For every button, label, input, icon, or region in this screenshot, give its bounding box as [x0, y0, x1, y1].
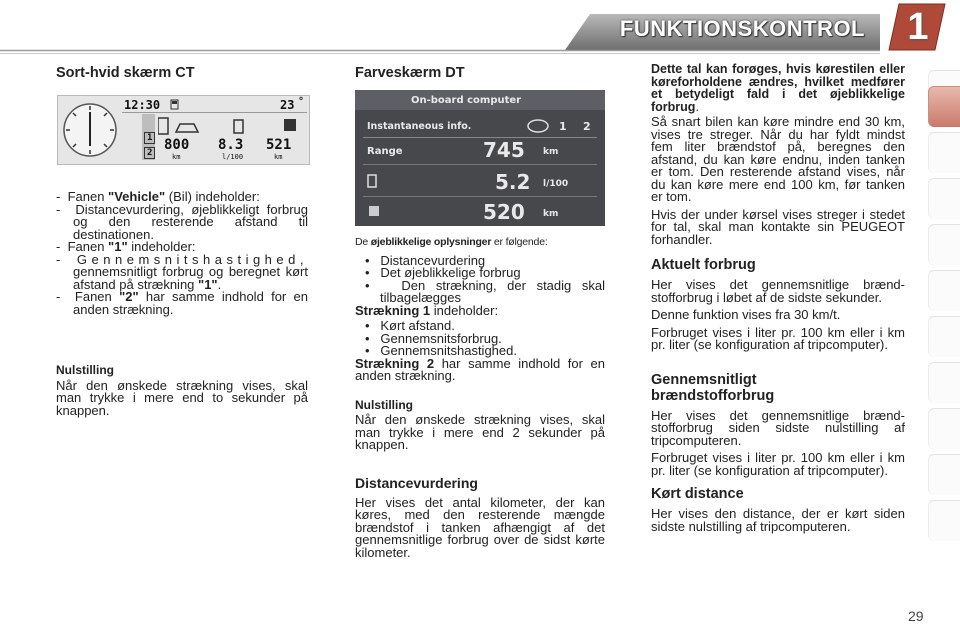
- lcd-icons-row: [158, 116, 306, 138]
- screen-value-2: 5.2: [495, 170, 531, 194]
- current-consumption-speed: Denne funktion vises fra 30 km/t.: [651, 307, 841, 322]
- reset-text-dt: Når den ønskede strækning vises, skal man trykke i mere end 2 sekunder på knappen.: [355, 412, 605, 452]
- side-tab-6[interactable]: [928, 316, 960, 357]
- section-2-label: Strækning 2 har samme indhold for en anden strækning.: [355, 355, 606, 383]
- page-number: 29: [908, 608, 924, 624]
- screen-unit-1: km: [543, 147, 559, 157]
- screen-title: On-board computer: [411, 95, 522, 106]
- screen-unit-2: l/100: [543, 179, 569, 189]
- screen-tab-1: 1: [559, 120, 567, 133]
- paragraph-range: Så snart bilen kan køre mindre end 30 km, vises tre streger. Når du har fyldt mindst fem liter brændstof på, beregnes den afstand, du kan køre endnu, inden tanken er tom. Den resterende afstand vises, når du kan køre mere end 100 km, før tanken er tom.: [651, 114, 905, 204]
- side-tab-3[interactable]: [928, 178, 960, 219]
- instant-info-list: [355, 252, 605, 305]
- clock-dial-icon: [62, 102, 118, 158]
- distance-driven-text: Her vises den distance, der er kørt siden sidste nulstilling af tripcomputeren.: [651, 506, 905, 534]
- side-tab-4[interactable]: [928, 224, 960, 265]
- flag-icon: [367, 204, 381, 218]
- lcd-unit-2: l/100: [222, 153, 244, 161]
- heading-distance: Distancevurdering: [355, 474, 478, 491]
- side-tab-10[interactable]: [928, 500, 960, 541]
- screen-range-label: Range: [367, 146, 403, 157]
- intro-line: De øjeblikkelige oplysninger er følgende:: [355, 236, 548, 248]
- list-item: • Kørt afstand.: [365, 318, 455, 333]
- heading-dt: Farveskærm DT: [355, 65, 465, 81]
- lcd-unit-1: km: [172, 153, 181, 161]
- lcd-tab-1: 1: [144, 132, 155, 144]
- side-tab-9[interactable]: [928, 454, 960, 495]
- lcd-tab-2: 2: [144, 147, 155, 159]
- heading-reset-dt: Nulstilling: [355, 397, 413, 412]
- side-tab-8[interactable]: [928, 408, 960, 449]
- tab-list: [56, 191, 308, 316]
- fuel-pump-icon: [367, 174, 379, 188]
- section-1-list: [355, 320, 605, 358]
- lcd-value-2: 8.3: [218, 137, 244, 153]
- list-item: • Det øjeblikkelige forbrug: [365, 265, 521, 280]
- column-3: [651, 60, 905, 533]
- reset-text-ct: Når den ønskede strækning vises, skal man trykke i mere end to sekunder på knappen.: [56, 377, 308, 418]
- screen-value-1: 745: [483, 138, 525, 162]
- page-title: FUNKTIONSKONTROL: [619, 16, 865, 41]
- average-consumption-units: Forbruget vises i liter pr. 100 km eller i km pr. liter (se konfiguration af tripcomputer).: [651, 450, 905, 478]
- heading-average-consumption: Gennemsnitligt brændstofforbrug: [651, 371, 775, 404]
- bw-display-ct: [57, 95, 310, 165]
- list-item: - Fanen "Vehicle" (Bil) indeholder:: [56, 189, 260, 204]
- lcd-temp-unit: °: [298, 96, 305, 107]
- heading-ct: Sort-hvid skærm CT: [56, 65, 195, 81]
- fuel-icon: [170, 99, 180, 110]
- list-item: - Fanen "2" har samme indhold for en anden strækning.: [56, 289, 308, 317]
- intro-bold-text: Dette tal kan forøges, hvis kørestilen eller køreforholdene ændres, hvilket medfører et betydeligt fald i det øjeblikkelige forbrug.: [651, 62, 905, 114]
- list-item: - Distancevurdering, øjeblikkeligt forbrug og den resterende afstand til destinationen.: [56, 201, 308, 242]
- list-item: • Gennemsnitsforbrug.: [365, 330, 502, 346]
- current-consumption-text: Her vises det gennemsnitlige brændstofforbrug i løbet af de sidste sekunder.: [651, 277, 905, 305]
- side-tab-7[interactable]: [928, 362, 960, 403]
- heading-current-consumption: Aktuelt forbrug: [651, 257, 756, 273]
- side-tab-2[interactable]: [928, 132, 960, 173]
- heading-reset-ct: Nulstilling: [56, 363, 114, 377]
- list-item: • Distancevurdering: [365, 252, 486, 268]
- screen-row-label: Instantaneous info.: [367, 121, 472, 132]
- lcd-time: 12:30: [124, 98, 161, 112]
- lcd-value-3: 521: [266, 137, 292, 153]
- lcd-unit-3: km: [274, 153, 283, 161]
- distance-text: Her vises det antal kilometer, der kan køres, med den resterende mængde brændstof i tanken afhængigt af det gennemsnitlige forbrug over de sidst kørte kilometer.: [355, 494, 605, 560]
- side-tab-active[interactable]: [928, 86, 960, 127]
- color-display-dt: [355, 90, 605, 226]
- screen-unit-3: km: [543, 209, 559, 219]
- average-consumption-text: Her vises det gennemsnitlige brændstofforbrug siden sidste nulstilling af tripcomputeren.: [651, 407, 905, 448]
- list-item: • Gennemsnitshastighed.: [365, 343, 517, 358]
- list-item: - Fanen "1" indeholder:: [56, 239, 196, 254]
- list-item: • Den strækning, der stadig skal tilbagelægges: [365, 277, 605, 305]
- paragraph-dealer: Hvis der under kørsel vises streger i stedet for tal, skal man kontakte sin PEUGEOT forhandler.: [651, 206, 905, 247]
- lcd-temp: 23: [280, 98, 295, 112]
- screen-tab-2: 2: [583, 120, 591, 133]
- lcd-value-1: 800: [164, 137, 190, 153]
- chapter-number: 1: [907, 6, 929, 48]
- car-icon: [527, 118, 549, 134]
- screen-value-3: 520: [483, 200, 525, 224]
- section-1-label: Strækning 1 indeholder:: [355, 302, 499, 318]
- side-tab-5[interactable]: [928, 270, 960, 311]
- list-item: - Gennemsnitshastighed, gennemsnitligt forbrug og beregnet kørt afstand på strækning "1".: [56, 251, 308, 292]
- heading-distance-driven: Kørt distance: [651, 486, 744, 502]
- current-consumption-units: Forbruget vises i liter pr. 100 km eller i km pr. liter (se konfiguration af tripcomputer).: [651, 324, 905, 352]
